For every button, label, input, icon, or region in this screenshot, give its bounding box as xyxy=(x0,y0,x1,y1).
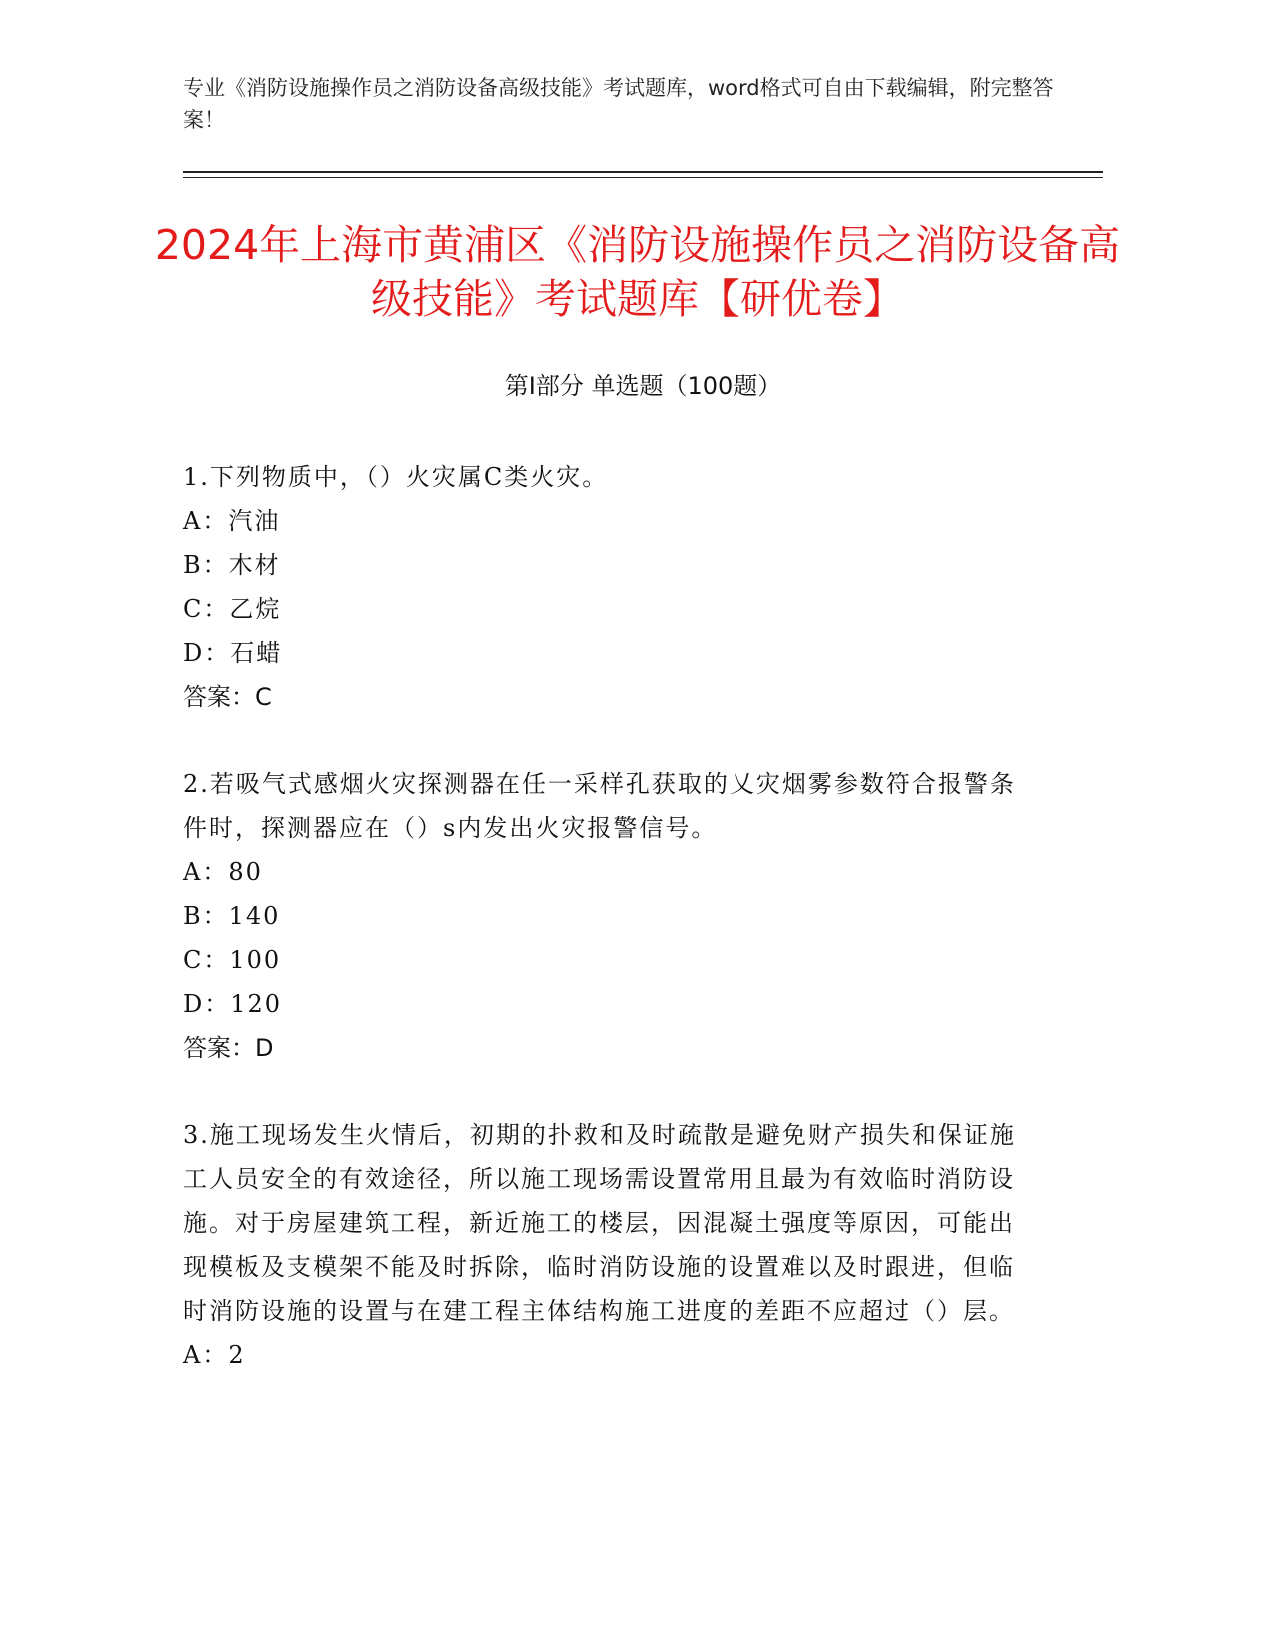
option-b: B：140 xyxy=(183,902,281,930)
question-3 xyxy=(183,1113,1033,1377)
question-stem: 3.施工现场发生火情后，初期的扑救和及时疏散是避免财产损失和保证施工人员安全的有效途径，所以施工现场需设置常用且最为有效临时消防设施。对于房屋建筑工程，新近施工的楼层，因混凝土强度等原因，可能出现模板及支模架不能及时拆除，临时消防设施的设置难以及时跟进，但临时消防设施的设置与在建工程主体结构施工进度的差距不应超过（）层。 xyxy=(183,1121,1016,1325)
option-d: D：石蜡 xyxy=(183,639,283,667)
option-c: C：乙烷 xyxy=(183,595,282,623)
document-title: 2024年上海市黄浦区《消防设施操作员之消防设备高级技能》考试题库【研优卷】 xyxy=(154,221,1121,323)
question-1 xyxy=(183,455,1033,719)
option-b: B：木材 xyxy=(183,551,281,579)
option-a: A：汽油 xyxy=(183,507,281,535)
answer: 答案：C xyxy=(183,683,272,711)
question-stem: 1.下列物质中，（）火灾属C类火灾。 xyxy=(183,463,609,491)
option-a: A：2 xyxy=(183,1341,246,1369)
option-c: C：100 xyxy=(183,946,282,974)
question-stem: 2.若吸气式感烟火灾探测器在任一采样孔获取的乂灾烟雾参数符合报警条件时，探测器应在（）s内发出火灾报警信号。 xyxy=(183,770,1016,842)
header-divider-thick xyxy=(183,171,1103,173)
answer: 答案：D xyxy=(183,1034,274,1062)
question-list xyxy=(183,455,1033,1420)
header-divider-thin xyxy=(183,177,1103,178)
option-d: D：120 xyxy=(183,990,283,1018)
header-note: 专业《消防设施操作员之消防设备高级技能》考试题库，word格式可自由下载编辑，附完整答案！ xyxy=(183,76,1054,132)
question-2 xyxy=(183,762,1033,1070)
section-heading: 第Ⅰ部分 单选题（100题） xyxy=(504,372,782,400)
option-a: A：80 xyxy=(183,858,263,886)
